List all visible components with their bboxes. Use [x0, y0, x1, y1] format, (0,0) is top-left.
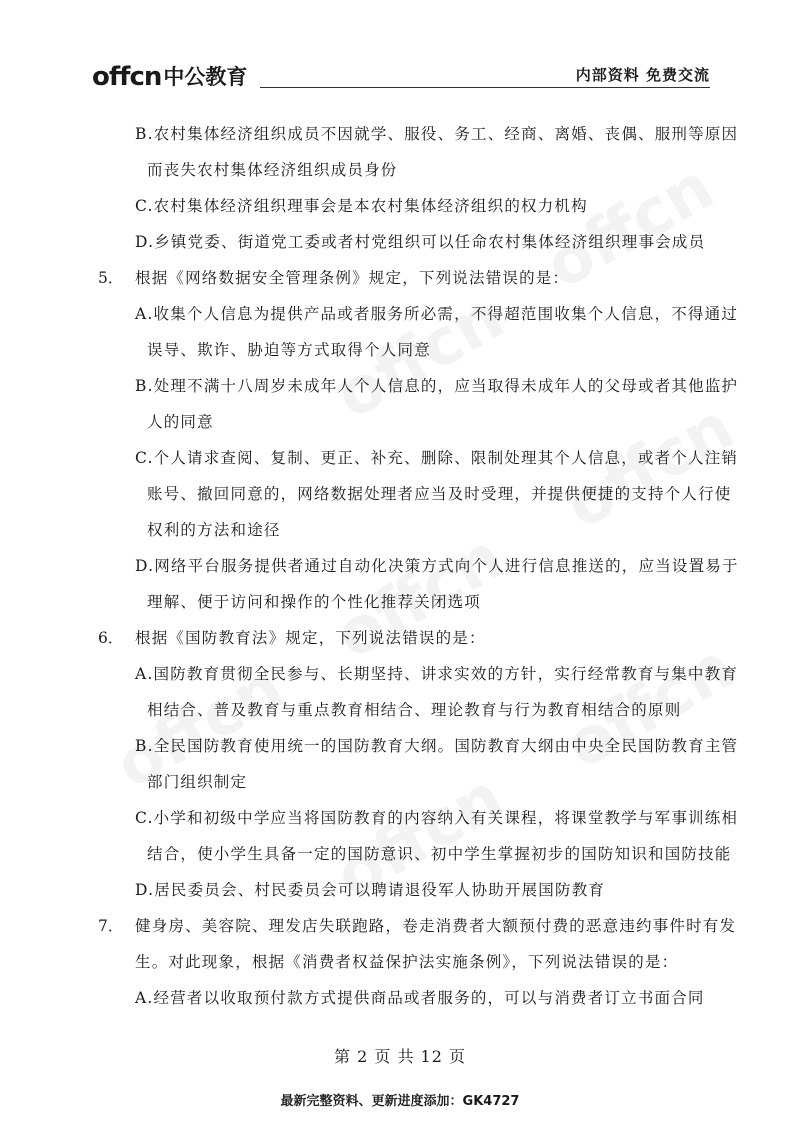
option-line: A.收集个人信息为提供产品或者服务所必需，不得超范围收集个人信息，不得通过 — [135, 305, 739, 323]
option-line: C.小学和初级中学应当将国防教育的内容纳入有关课程，将课堂教学与军事训练相 — [135, 809, 739, 827]
question-stem: 根据《国防教育法》规定，下列说法错误的是： — [135, 629, 486, 647]
header-rule — [260, 87, 710, 88]
option-line: D.乡镇党委、街道党工委或者村党组织可以任命农村集体经济组织理事会成员 — [135, 233, 706, 251]
page-header — [92, 60, 710, 90]
option-line: 账号、撤回同意的，网络数据处理者应当及时受理，并提供便捷的支持个人行使 — [147, 485, 732, 503]
option-line: 结合，使小学生具备一定的国防意识、初中学生掌握初步的国防知识和国防技能 — [147, 845, 732, 863]
option-line: 部门组织制定 — [147, 773, 248, 791]
question-number: 6． — [98, 629, 124, 647]
option-line: 权利的方法和途径 — [147, 521, 281, 539]
option-line: A.国防教育贯彻全民参与、长期坚持、讲求实效的方针，实行经常教育与集中教育 — [135, 665, 739, 683]
option-line: D.居民委员会、村民委员会可以聘请退役军人协助开展国防教育 — [135, 881, 606, 899]
option-line: B.处理不满十八周岁未成年人个人信息的，应当取得未成年人的父母或者其他监护 — [135, 377, 739, 395]
question-stem: 健身房、美容院、理发店失联跑路，卷走消费者大额预付费的恶意违约事件时有发 — [135, 917, 737, 935]
option-line: B.农村集体经济组织成员不因就学、服役、务工、经商、离婚、丧偶、服刑等原因 — [135, 125, 739, 143]
option-line: 而丧失农村集体经济组织成员身份 — [147, 161, 398, 179]
question-number: 5． — [98, 269, 124, 287]
logo-wordmark: offcn — [92, 62, 162, 92]
footer-note: 最新完整资料、更新进度添加：GK4727 — [280, 1094, 520, 1109]
logo-chinese-name: 中公教育 — [163, 65, 248, 89]
question-stem: 生。对此现象，根据《消费者权益保护法实施条例》，下列说法错误的是： — [135, 953, 679, 971]
option-line: B.全民国防教育使用统一的国防教育大纲。国防教育大纲由中央全民国防教育主管 — [135, 737, 739, 755]
offcn-logo — [92, 60, 247, 90]
option-line: D.网络平台服务提供者通过自动化决策方式向个人进行信息推送的，应当设置易于 — [135, 557, 739, 575]
option-line: C.个人请求查阅、复制、更正、补充、删除、限制处理其个人信息，或者个人注销 — [135, 449, 739, 467]
page-number: 第 2 页 共 12 页 — [334, 1047, 466, 1066]
question-number: 7． — [98, 917, 124, 935]
option-line: C.农村集体经济组织理事会是本农村集体经济组织的权力机构 — [135, 197, 588, 215]
question-stem: 根据《网络数据安全管理条例》规定，下列说法错误的是： — [135, 269, 570, 287]
option-line: A.经营者以收取预付款方式提供商品或者服务的，可以与消费者订立书面合同 — [135, 989, 705, 1007]
option-line: 误导、欺诈、胁迫等方式取得个人同意 — [147, 341, 431, 359]
option-line: 相结合、普及教育与重点教育相结合、理论教育与行为教育相结合的原则 — [147, 701, 682, 719]
option-line: 理解、便于访问和操作的个性化推荐关闭选项 — [147, 593, 482, 611]
header-tagline: 内部资料 免费交流 — [575, 66, 710, 84]
option-line: 人的同意 — [147, 413, 214, 431]
